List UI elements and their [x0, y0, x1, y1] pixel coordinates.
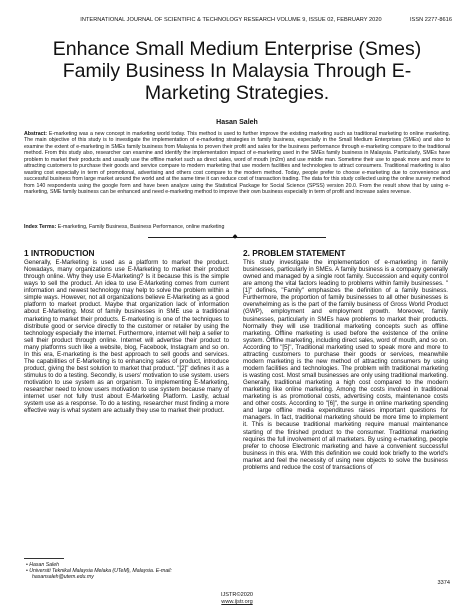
introduction-text: Generally, E-Marketing is used as a platform to market the product. Nowadays, many organizations use E-Marketing to market their product through online. Why they use E-Marketing? Is it because this is the simple ways to sell the product. An idea to use E-Marketing comes from current information and newest technology may help to solve the problem within a simple ways. However, not all organizations believe E-Marketing as a good platform to market product. Maybe that organization lack of information about E-Marketing. Most of family businesses in SME use a traditional marketing to market their products. E-marketing is one of the techniques to distribute good or service directly to the customer or retailer by using the technology especially the internet. Furthermore, internet will help a seller to sell their product through online. Internet will advertise their product to many platforms such like a website, blog, Facebook, Instagram and so on. In this era, E-marketing is the best approach to sell goods and services. The capabilities of E-Marketing is to enhancing sales of product, introduce product, giving the best solution to market that product. "[2]" defines it as a stimulus to do a testing. Secondly, is users' motivation to use system. users motivation to use system as an organism. To implementing E-Marketing, researcher need to know users motivation to use system because many of internet user not fully trust about E-Marketing Platform. Lastly, actual system use as a response. To do a testing, researcher must finding a more effective way is what system are actually they use to market their product.	[24, 259, 229, 415]
running-header	[22, 17, 452, 23]
abstract-text: E-marketing was a new concept in marketing world today. This method is used to further improve the existing marketing such as traditional marketing to online marketing. The main objective of this study is to investigate the implementation of e-marketing strategies in family business, especially in the Small Medium Enterprises (SMEs) and also to examine the extent of e-marketing in SMEs family business from Malaysia to proven their profit and sales for the business performance through e-marketing compare to the traditional method. From this study also, researcher can examine and identify the implementation impact of e-marketing used in the SMEs family business in Malaysia. Particularly, SMEs have problem to market their products and usually use the offline market such as direct sales, word of mouth (m2m) and use middle man. Sometime their use to speak more and more to attracting customers to purchase their goods and service compare to modern marketing that use modern facilities and technologies to attract consumers. Traditional marketing is also wasting cost especially in term of promotional, advertising and others cost compare to the modern method. Today, people prefer to choose e-marketing due to convenience and successful business from large market around the world and at the same time it can reduce cost of transaction trading. The data for this study collected using the online survey method from 140 respondents using the google form and have been analyze using the Statistical Package for Social Science (SPSS) version 20.0. From the result show that by using e-marketing, SME family business can be enhanced and need e-marketing method to improve their own business especially in term of profit and increase sales revenue.	[24, 131, 450, 196]
page-number: 3374	[437, 580, 450, 586]
footer-url-link[interactable]: www.ijstr.org	[221, 599, 253, 605]
footnote-rule	[24, 558, 64, 559]
problem-statement-text: This study investigate the implementation of e-marketing in family businesses, particularly in SMEs. A family business is a company generally owned and managed by a single root family. Succession and equity control are among the vital factors leading to problems within family businesses. "[1]" defines, "Family" emphasizes the definition of a family business. Furthermore, the proportion of family businesses to all other businesses is overwhelming as is the part of the family business of Gross World Product (GWP), employment and employment growth. Moreover, family businesses, particularly in SMEs have problems to market their products. Normally they will use traditional marketing concepts such as offline marketing. Offline marketing is used before the existence of the online system. Offline marketing, including direct sales, word of mouth, and so on. According to "[5]", Traditional marketing used to speak more and more to attracting customers to purchase their goods or services, meanwhile modern marketing is the new method of attracting consumers by using modern facilities and technologies. The problem with traditional marketing is wasting cost. Most small businesses are only using traditional marketing. Generally, traditional marketing a high cost compared to the modern marketing like online marketing. Among the costs involved in traditional marketing is as promotional costs, advertising costs, maintenance costs and other costs. According to "[6]", the surge in online marketing spending and large offline media expenditures raises important questions for managers. In fact, traditional marketing should be more time to implement it. This is because traditional marketing require manual maintenance starting of the finished product to the consumer. Traditional marketing requires the full involvement of all marketers. By using e-marketing, people prefer to choose Electronic marketing and have a convenient successful business in this era. With this definition we could look briefly to the world's market and feel the necessity of using new objects to solve the business problems and reduce the cost of transactions of	[243, 259, 448, 471]
paper-title	[40, 38, 434, 104]
footnote-2: • Universiti Teknikal Malaysia Melaka (UTeM), Malaysia. E-mail: hasansaleh@utem.edu.my	[26, 568, 172, 581]
index-terms	[24, 224, 450, 230]
title-line-2: Family Business In Malaysia Through E-	[62, 60, 412, 82]
problem-statement-heading: 2. PROBLEM STATEMENT	[243, 248, 346, 258]
left-column	[24, 248, 229, 414]
divider-diamond: ◆	[232, 233, 238, 240]
issn: ISSN 2277-8616	[409, 17, 452, 23]
footnote-1: • Hasan Saleh	[26, 562, 59, 568]
abstract	[24, 131, 450, 196]
title-line-3: Marketing Strategies.	[144, 82, 330, 104]
footer-copyright: IJSTR©2020	[220, 592, 254, 598]
page-footer	[0, 592, 474, 606]
index-terms-text: E-marketing, Family Business, Business Performance, online marketing	[56, 224, 225, 230]
footnote-1-text: Hasan Saleh	[29, 562, 59, 568]
footnote-2-text: Universiti Teknikal Malaysia Melaka (UTeM), Malaysia. E-mail: hasansaleh@utem.edu.my	[29, 568, 172, 581]
title-line-1: Enhance Small Medium Enterprise (Smes)	[52, 38, 422, 60]
abstract-label: Abstract:	[24, 131, 48, 137]
introduction-heading: 1 INTRODUCTION	[24, 248, 95, 258]
journal-name: INTERNATIONAL JOURNAL OF SCIENTIFIC & TECHNOLOGY RESEARCH VOLUME 9, ISSUE 02, FEBRUARY 2020	[80, 17, 382, 23]
author-name: Hasan Saleh	[216, 119, 258, 126]
index-terms-label: Index Terms:	[24, 224, 57, 230]
right-column	[243, 248, 448, 471]
footnotes	[24, 558, 229, 581]
